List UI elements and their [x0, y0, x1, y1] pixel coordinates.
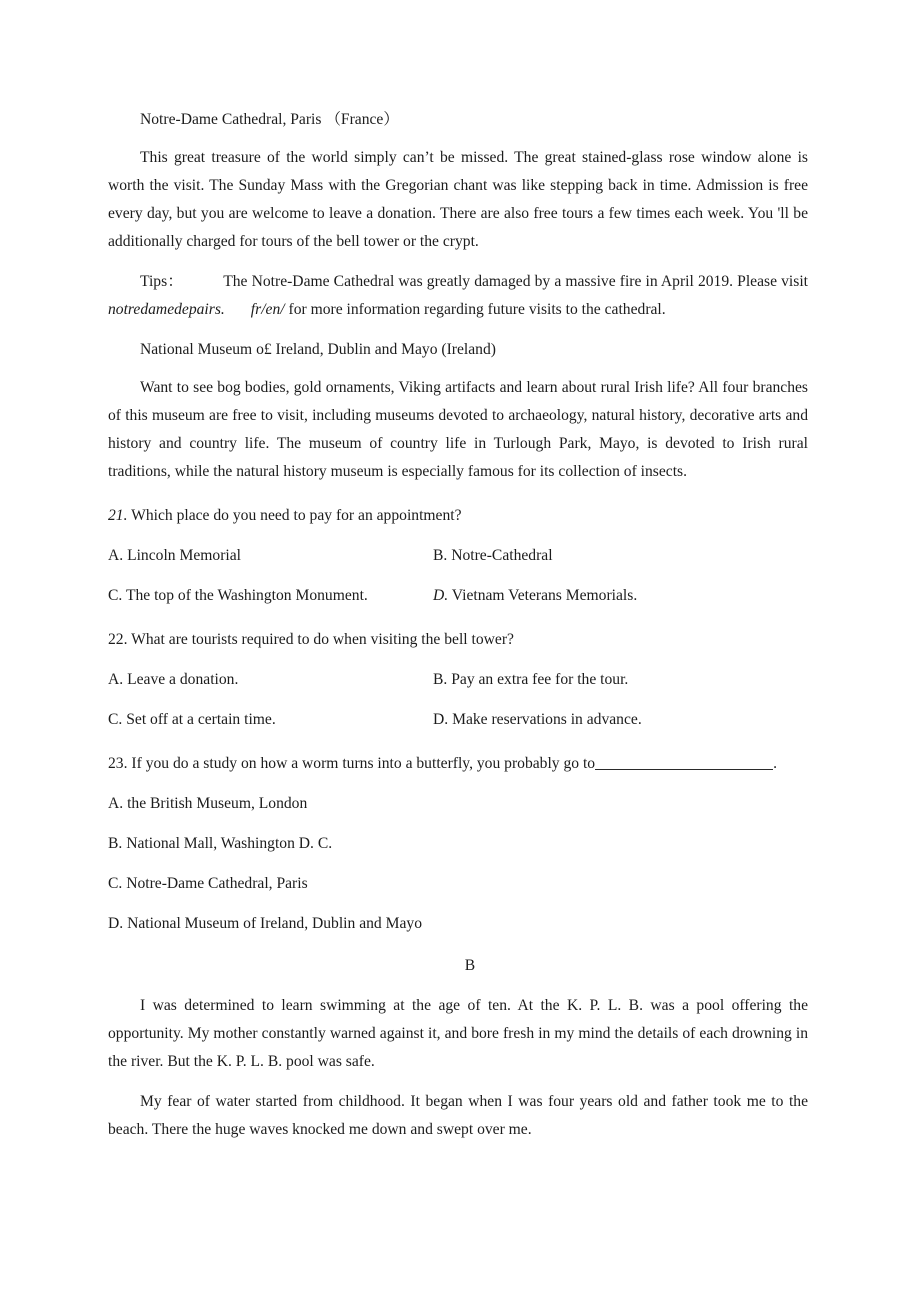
option-21-d[interactable] [433, 582, 808, 610]
question-21-options [108, 542, 808, 610]
option-row [108, 706, 808, 734]
option-row [108, 666, 808, 694]
tips-text: The Notre-Dame Cathedral was greatly damaged by a massive fire in April 2019. Please visit [223, 273, 808, 290]
option-label: D. [433, 587, 449, 604]
option-text: Make reservations in advance. [452, 711, 642, 728]
option-text: Lincoln Memorial [127, 547, 241, 564]
option-text: Notre-Dame Cathedral, Paris [126, 875, 308, 892]
passage-b-letter: B [464, 957, 476, 974]
option-text: the British Museum, London [127, 795, 308, 812]
section-body-notre-dame: This great treasure of the world simply can’t be missed. The great stained-glass rose window alone is worth the visit. The Sunday Mass with the Gregorian chant was like stepping back in time. Admission is free every day, but you are welcome to leave a donation. There are also free tours a few times each week. You 'll be additionally charged for tours of the bell tower or the crypt. [108, 149, 808, 250]
answer-blank-23[interactable] [595, 755, 773, 770]
option-text: National Museum of Ireland, Dublin and Mayo [127, 915, 422, 932]
tips-paragraph [108, 268, 808, 324]
option-23-c[interactable] [108, 870, 808, 898]
option-label: B. [433, 547, 448, 564]
option-text: Vietnam Veterans Memorials. [451, 587, 638, 604]
section-heading-notre-dame: Notre-Dame Cathedral, Paris （France） [140, 111, 399, 128]
option-21-b[interactable] [433, 542, 808, 570]
option-text: National Mall, Washington D. C. [126, 835, 333, 852]
option-label: A. [108, 795, 124, 812]
question-23-text: If you do a study on how a worm turns into a butterfly, you probably go to [131, 755, 596, 772]
passage-b-paragraph-2: My fear of water started from childhood. It began when I was four years old and father took me to the beach. There the huge waves knocked me down and swept over me. [108, 1093, 808, 1138]
question-21-number: 21. [108, 507, 128, 524]
option-row [108, 582, 808, 610]
option-label: C. [108, 875, 123, 892]
question-22-number: 22. [108, 631, 128, 648]
option-23-b[interactable] [108, 830, 808, 858]
option-label: D. [433, 711, 449, 728]
option-label: B. [108, 835, 123, 852]
question-22 [108, 626, 808, 654]
tips-tail: for more information regarding future visits to the cathedral. [288, 301, 666, 318]
option-label: A. [108, 547, 124, 564]
section-body-national-museum: Want to see bog bodies, gold ornaments, Viking artifacts and learn about rural Irish life? All four branches of this museum are free to visit, including museums devoted to archaeology, natural history, decorative arts and history and country life. The museum of country life in Turlough Park, Mayo, is devoted to Irish rural traditions, while the natural history museum is especially famous for its collection of insects. [108, 379, 808, 480]
option-text: Notre-Cathedral [451, 547, 553, 564]
option-21-a[interactable] [108, 542, 433, 570]
question-22-text: What are tourists required to do when visiting the bell tower? [131, 631, 514, 648]
option-22-d[interactable] [433, 706, 808, 734]
question-21-text: Which place do you need to pay for an appointment? [131, 507, 462, 524]
option-22-a[interactable] [108, 666, 433, 694]
question-23-number: 23. [108, 755, 128, 772]
document-body [108, 106, 808, 1156]
option-22-c[interactable] [108, 706, 433, 734]
option-23-a[interactable] [108, 790, 808, 818]
option-text: Set off at a certain time. [126, 711, 276, 728]
tips-label: Tips： [140, 273, 184, 290]
option-row [108, 542, 808, 570]
option-22-b[interactable] [433, 666, 808, 694]
tips-url-part1: notredamedepairs. [108, 301, 225, 318]
option-label: C. [108, 587, 123, 604]
option-label: A. [108, 671, 124, 688]
tips-url-part2: fr/en/ [250, 301, 285, 318]
question-22-options [108, 666, 808, 734]
question-21 [108, 502, 808, 530]
question-23-tail: . [773, 755, 778, 772]
option-text: The top of the Washington Monument. [125, 587, 368, 604]
question-23 [108, 750, 808, 778]
question-23-options [108, 790, 808, 938]
option-21-c[interactable] [108, 582, 433, 610]
option-label: C. [108, 711, 123, 728]
option-label: B. [433, 671, 448, 688]
option-text: Pay an extra fee for the tour. [451, 671, 629, 688]
passage-b-paragraph-1: I was determined to learn swimming at the age of ten. At the K. P. L. B. was a pool offering the opportunity. My mother constantly warned against it, and bore fresh in my mind the details of each drowning in the river. But the K. P. L. B. pool was safe. [108, 997, 808, 1070]
section-heading-national-museum: National Museum o£ Ireland, Dublin and Mayo (Ireland) [140, 341, 496, 358]
option-23-d[interactable] [108, 910, 808, 938]
option-label: D. [108, 915, 124, 932]
option-text: Leave a donation. [127, 671, 239, 688]
